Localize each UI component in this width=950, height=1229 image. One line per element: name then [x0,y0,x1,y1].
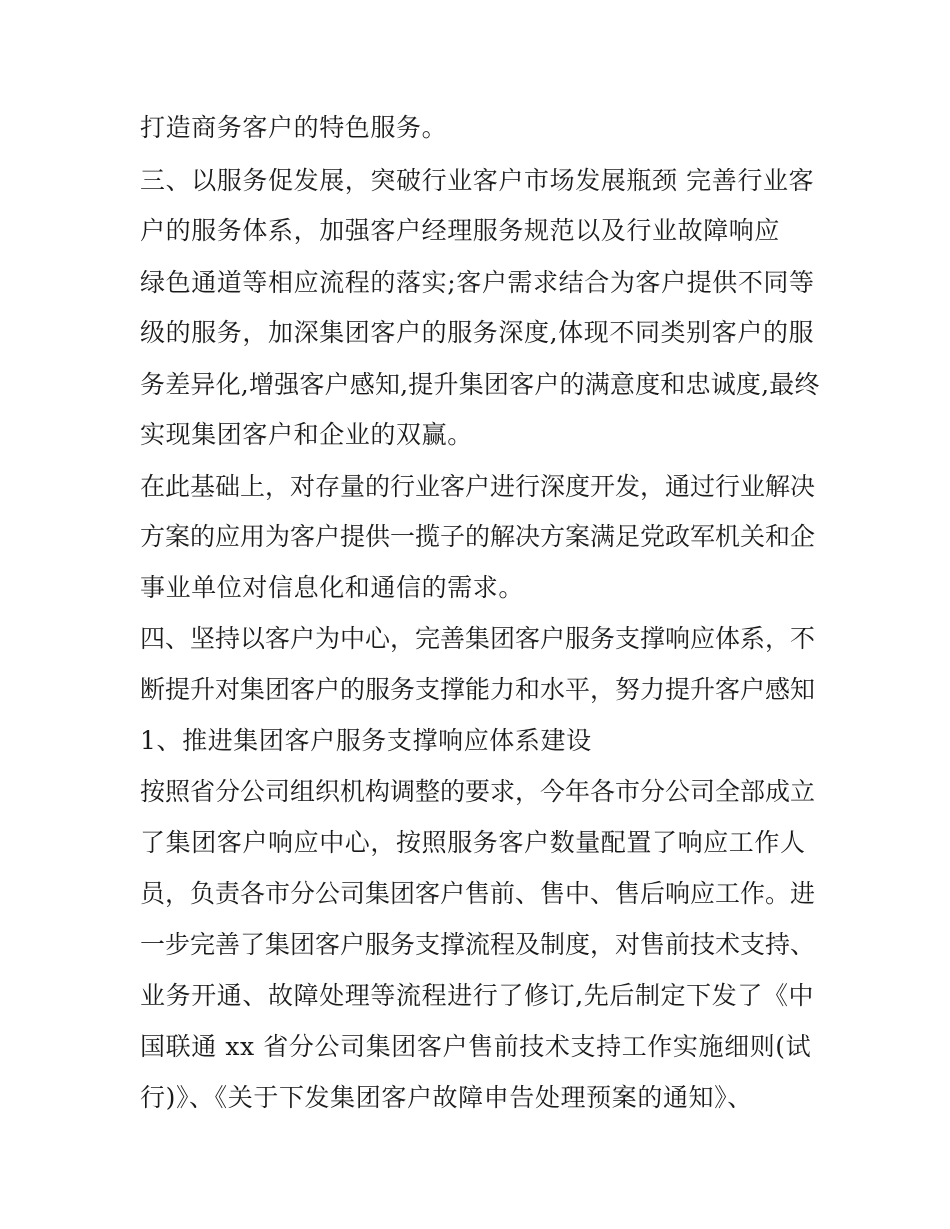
text-line: 1、推进集团客户服务支撑响应体系建设 [140,726,592,755]
text-line: 务差异化,增强客户感知,提升集团客户的满意度和忠诚度,最终 [140,370,820,399]
text-line: 行)》、《关于下发集团客户故障申告处理预案的通知》、 [140,1083,753,1112]
text-line: 了集团客户响应中心，按照服务客户数量配置了响应工作人 [140,828,806,857]
text-line: 四、坚持以客户为中心，完善集团客户服务支撑响应体系，不 [140,624,816,653]
text-line: 员，负责各市分公司集团客户售前、售中、售后响应工作。进 [140,879,816,908]
text-line: 业务开通、故障处理等流程进行了修订,先后制定下发了《中 [140,981,815,1010]
text-line: 打造商务客户的特色服务。 [140,113,448,142]
text-line: 断提升对集团客户的服务支撑能力和水平，努力提升客户感知 [140,675,816,704]
text-line: 事业单位对信息化和通信的需求。 [140,573,525,602]
text-line: 国联通 xx 省分公司集团客户售前技术支持工作实施细则(试 [140,1032,812,1061]
text-line: 在此基础上，对存量的行业客户进行深度开发，通过行业解决 [140,472,816,501]
text-line: 绿色通道等相应流程的落实;客户需求结合为客户提供不同等 [140,268,815,297]
text-line: 户的服务体系，加强客户经理服务规范以及行业故障响应 [140,216,781,245]
text-line: 按照省分公司组织机构调整的要求，今年各市分公司全部成立 [140,777,816,806]
text-line: 三、以服务促发展，突破行业客户市场发展瓶颈 完善行业客 [140,166,815,195]
text-line: 级的服务，加深集团客户的服务深度,体现不同类别客户的服 [140,318,815,347]
text-line: 实现集团客户和企业的双赢。 [140,420,473,449]
text-line: 一步完善了集团客户服务支撑流程及制度，对售前技术支持、 [140,930,816,959]
text-line: 方案的应用为客户提供一揽子的解决方案满足党政军机关和企 [140,522,816,551]
